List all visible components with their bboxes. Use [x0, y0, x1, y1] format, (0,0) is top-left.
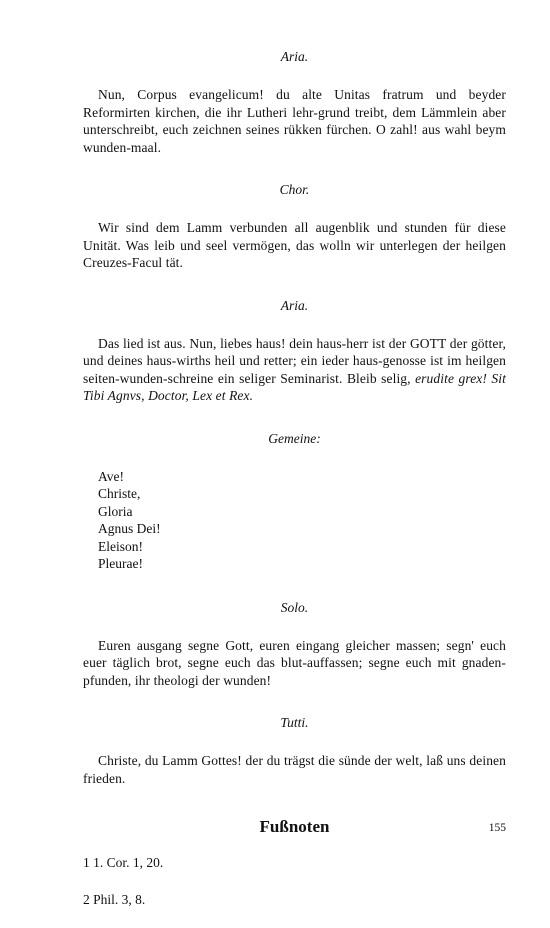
verse-line: Eleison! — [98, 538, 143, 554]
verse-line: Pleurae! — [98, 556, 143, 571]
section-text-aria-2 — [83, 335, 506, 405]
page-number: 155 — [488, 822, 506, 834]
section-text-aria-2-roman: Das lied ist aus. Nun, liebes haus! dein haus-herr ist der GOTT der götter, und deines haus-wirths heil und retter; ein ieder haus-genosse ist im heilgen seiten-wunden-schreine ein seliger Seminarist. Bleib selig, — [83, 335, 506, 386]
verse-line: Gloria — [98, 503, 133, 519]
section-text-solo: Euren ausgang segne Gott, euren eingang gleicher massen; segn' euch euer täglich brot, segne euch das blut-auffassen; segne euch mit gnaden-pfunden, ihr theologi der wunden! — [83, 637, 506, 688]
footnote-item: 1 1. Cor. 1, 20. — [83, 855, 164, 870]
page-content — [83, 48, 506, 928]
verse-line: Christe, — [98, 486, 141, 501]
footnote-item: 2 Phil. 3, 8. — [83, 892, 146, 907]
footnotes-title: Fußnoten — [259, 817, 330, 836]
section-heading-chor: Chor. — [279, 182, 310, 197]
section-text-aria-1: Nun, Corpus evangelicum! du alte Unitas fratrum und beyder Reformirten kirchen, die ihr Lutheri lehr-grund treibt, dem Lämmlein aber unterschreibt, euch zeichnen seines rükken fürchen. O zahl! aus wahl beym wunden-maal. — [83, 87, 506, 155]
section-heading-tutti: Tutti. — [280, 715, 309, 730]
section-heading-aria-2: Aria. — [280, 297, 309, 313]
section-heading-aria-1: Aria. — [280, 49, 309, 64]
verse-line: Agnus Dei! — [98, 521, 161, 536]
section-heading-gemeine: Gemeine: — [268, 430, 321, 446]
verse-gemeine — [98, 468, 506, 573]
section-text-chor: Wir sind dem Lamm verbunden all augenblik und stunden für diese Unität. Was leib und seel vermögen, das wolln wir unterlegen der heilgen Creuzes-Facul tät. — [83, 220, 506, 270]
section-text-aria-2-latin: erudite grex! Sit Tibi Agnvs, Doctor, Lex et Rex. — [83, 370, 506, 403]
verse-line: Ave! — [98, 468, 124, 484]
section-heading-solo: Solo. — [280, 599, 309, 615]
section-text-tutti: Christe, du Lamm Gottes! der du trägst die sünde der welt, laß uns deinen frieden. — [83, 753, 506, 786]
